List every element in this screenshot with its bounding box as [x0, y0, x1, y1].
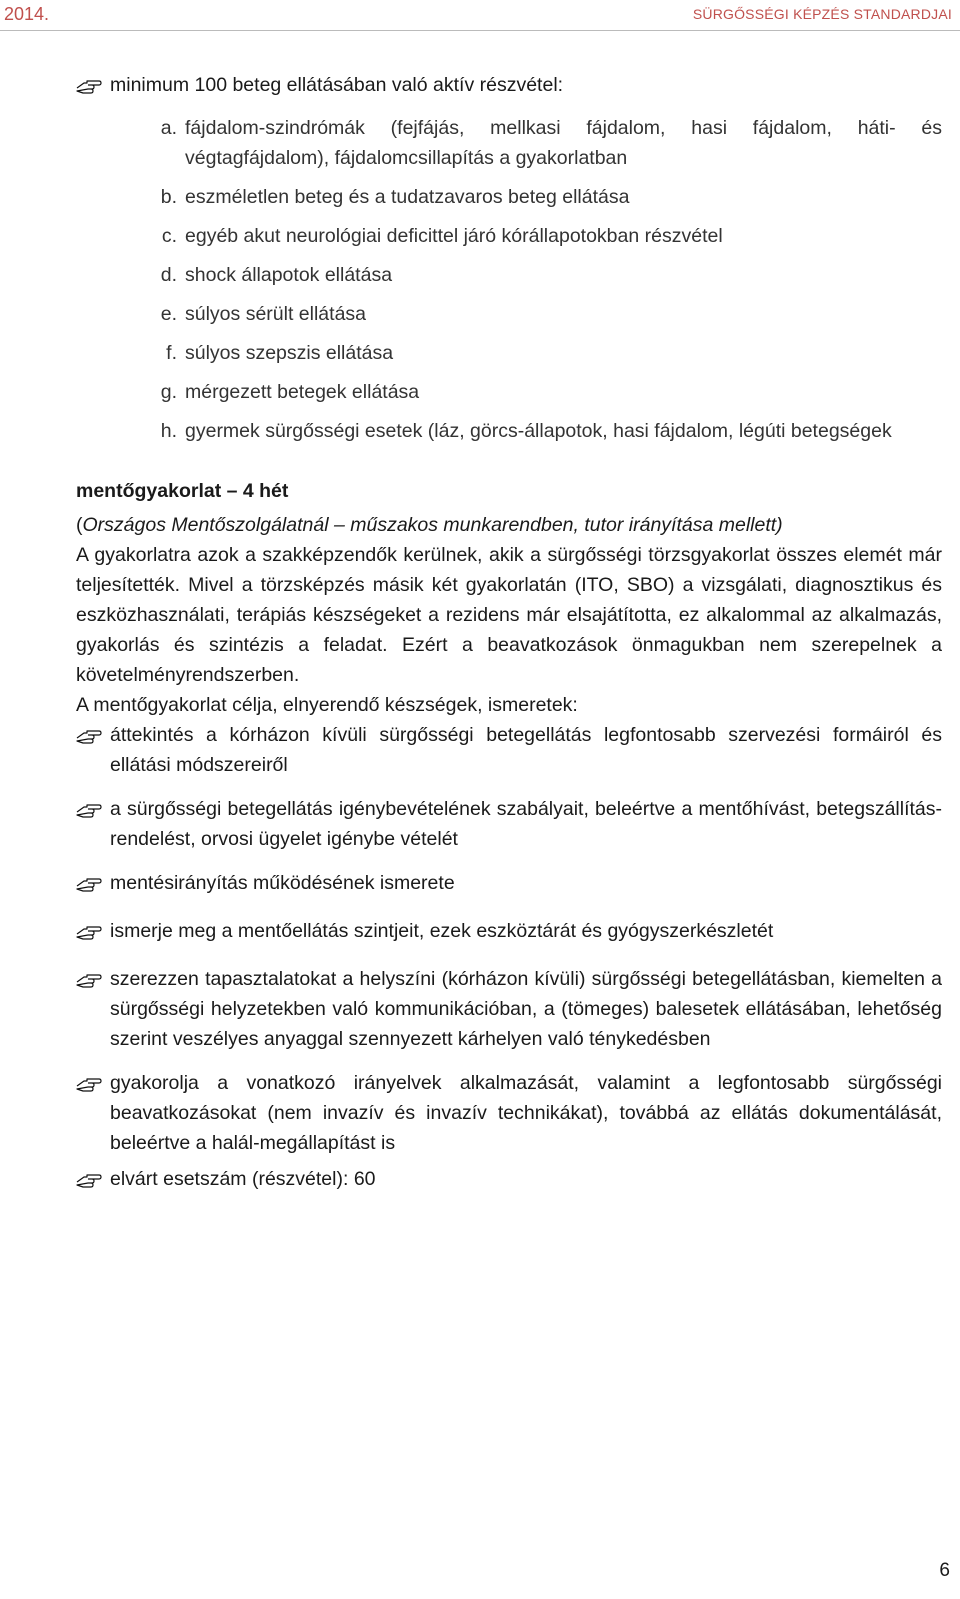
section-subtitle — [76, 510, 942, 540]
pointing-hand-icon — [76, 916, 110, 950]
list-item — [148, 182, 942, 212]
list-text: fájdalom-szindrómák (fejfájás, mellkasi fájdalom, hasi fájdalom, háti- és végtagfájdalom), fájdalomcsillapítás a gyakorlatban — [185, 117, 942, 169]
goals-list — [76, 720, 942, 1198]
sub-list — [148, 113, 942, 446]
list-letter: d. — [160, 264, 177, 286]
list-text: mérgezett betegek ellátása — [185, 381, 420, 403]
list-text: egyéb akut neurológiai deficittel járó kórállapotokban részvétel — [185, 225, 723, 247]
pointing-hand-icon — [76, 794, 110, 828]
list-text: súlyos sérült ellátása — [185, 303, 367, 325]
list-item — [148, 113, 942, 173]
goal-item — [76, 916, 942, 950]
list-item — [148, 338, 942, 368]
pointing-hand-icon — [76, 1068, 110, 1102]
list-item — [148, 377, 942, 407]
goal-item — [76, 720, 942, 780]
goal-item — [76, 868, 942, 902]
list-letter: g. — [160, 381, 177, 403]
page-number: 6 — [939, 1560, 950, 1581]
section-paragraph: A gyakorlatra azok a szakképzendők kerülnek, akik a sürgősségi törzsgyakorlat összes elemét már teljesítették. Mivel a törzsképzés másik két gyakorlatán (ITO, SBO) a vizsgálati, diagnosztikus és eszközhasználati, terápiás készségeket a rezidens már elsajátította, ez alkalommal az alkalmazás, gyakorlás és szintézis a feladat. Ezért a beavatkozások önmagukban nem szerepelnek a követelményrendszerben. — [76, 544, 942, 686]
list-letter: h. — [160, 420, 177, 442]
list-letter: a. — [160, 117, 177, 139]
subtitle-paren: ( — [76, 514, 83, 536]
subtitle-italic: Országos Mentőszolgálatnál – műszakos munkarendben, tutor irányítása mellett) — [82, 514, 783, 536]
goal-text: gyakorolja a vonatkozó irányelvek alkalmazását, valamint a legfontosabb sürgősségi beavatkozásokat (nem invazív és invazív technikákat), továbbá az ellátás dokumentálását, beleértve a halál-megállapítást is — [110, 1072, 942, 1154]
goals-heading: A mentőgyakorlat célja, elnyerendő készségek, ismeretek: — [76, 694, 578, 716]
goal-item — [76, 1164, 942, 1198]
section-title: mentőgyakorlat – 4 hét — [76, 480, 289, 502]
list-letter: e. — [160, 303, 177, 325]
goal-item — [76, 964, 942, 1054]
list-text: gyermek sürgősségi esetek (láz, görcs-állapotok, hasi fájdalom, légúti betegségek — [185, 420, 892, 442]
header-title: SÜRGŐSSÉGI KÉPZÉS STANDARDJAI — [692, 6, 952, 22]
pointing-hand-icon — [76, 868, 110, 902]
goal-text: elvárt esetszám (részvétel): 60 — [110, 1168, 376, 1190]
list-text: shock állapotok ellátása — [185, 264, 393, 286]
list-text: eszméletlen beteg és a tudatzavaros beteg ellátása — [185, 186, 630, 208]
page-header — [0, 0, 960, 31]
pointing-hand-icon — [76, 1164, 110, 1198]
list-letter: c. — [161, 225, 177, 247]
header-year: 2014. — [4, 4, 50, 24]
goal-item — [76, 794, 942, 854]
list-item — [148, 221, 942, 251]
intro-bullet — [76, 70, 942, 104]
list-item — [148, 260, 942, 290]
page-content — [76, 70, 942, 1212]
goal-item — [76, 1068, 942, 1158]
intro-bullet-text: minimum 100 beteg ellátásában való aktív részvétel: — [110, 74, 564, 96]
pointing-hand-icon — [76, 70, 110, 104]
goal-text: mentésirányítás működésének ismerete — [110, 872, 455, 894]
goal-text: ismerje meg a mentőellátás szintjeit, ezek eszköztárát és gyógyszerkészletét — [110, 920, 774, 942]
pointing-hand-icon — [76, 720, 110, 754]
list-letter: b. — [160, 186, 177, 208]
list-text: súlyos szepszis ellátása — [185, 342, 394, 364]
goal-text: áttekintés a kórházon kívüli sürgősségi betegellátás legfontosabb szervezési formáiról és ellátási módszereiről — [110, 724, 942, 776]
list-item — [148, 299, 942, 329]
pointing-hand-icon — [76, 964, 110, 998]
list-item — [148, 416, 942, 446]
list-letter: f. — [166, 342, 177, 364]
goal-text: a sürgősségi betegellátás igénybevételének szabályait, beleértve a mentőhívást, betegszállítás-rendelést, orvosi ügyelet igénybe vételét — [110, 798, 942, 850]
goal-text: szerezzen tapasztalatokat a helyszíni (kórházon kívüli) sürgősségi betegellátásban, kiemelten a sürgősségi helyzetekben való kommunikációban, a (tömeges) balesetek ellátásában, lehetőség szerint veszélyes anyaggal szennyezett kárhelyen való ténykedésben — [110, 968, 942, 1050]
